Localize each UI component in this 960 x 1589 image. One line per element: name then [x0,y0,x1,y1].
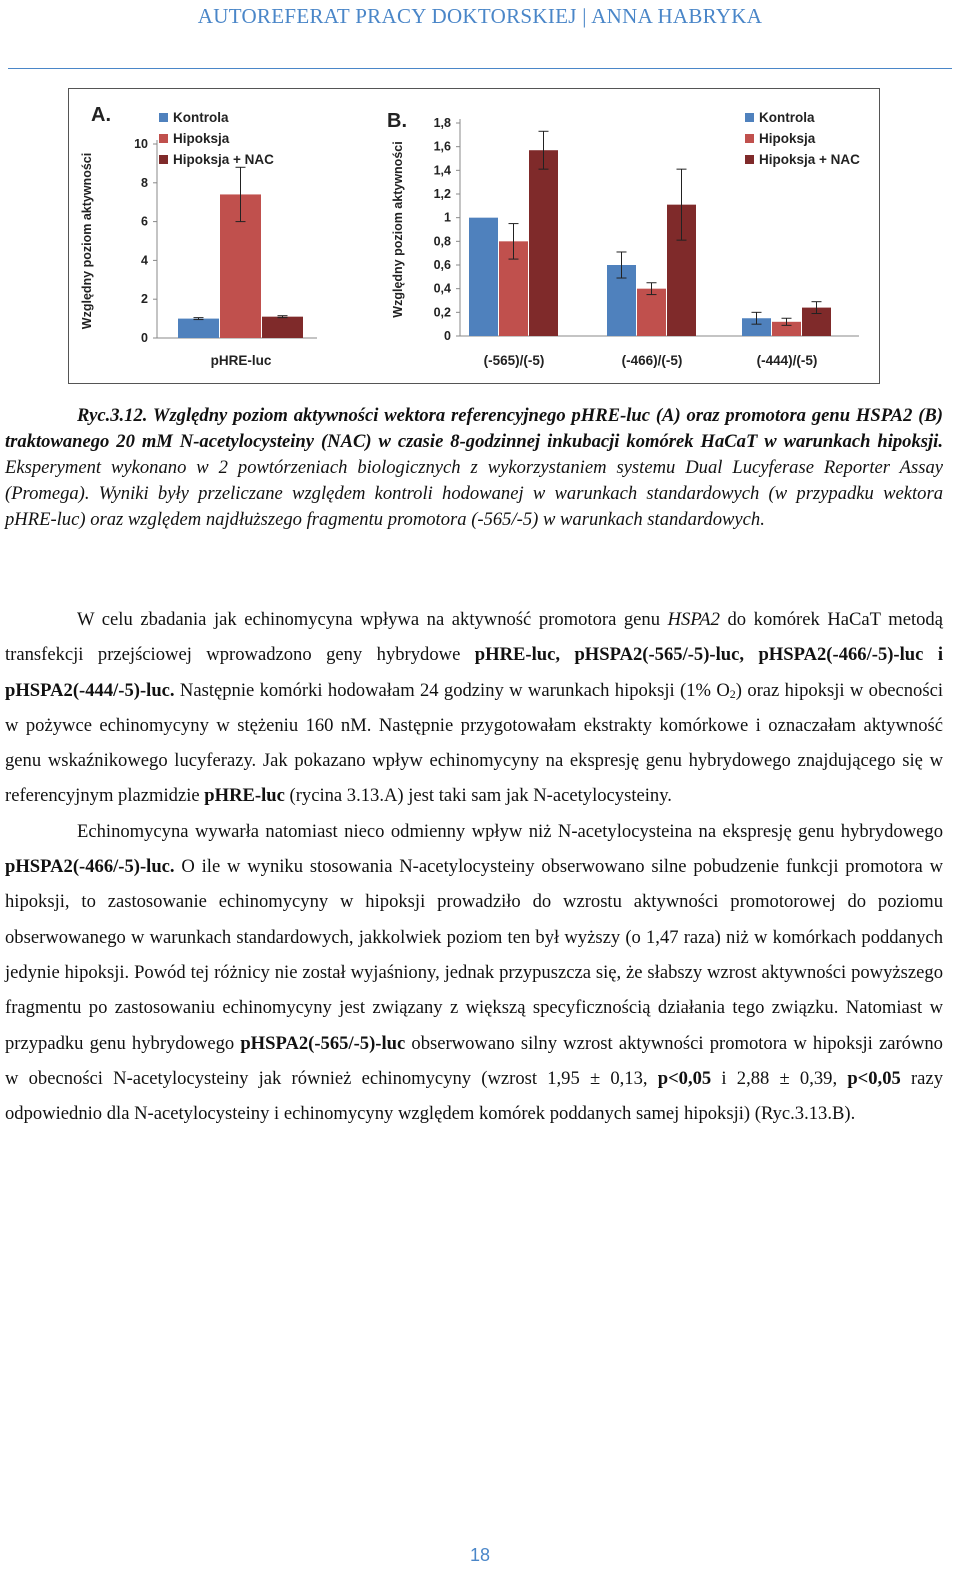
legend-label-1-1: Hipoksja [759,131,816,146]
p2-text-3: obserwowano silny wzrost aktywności promotora w hipoksji zarówno w obecności N-acetylocysteiny jak również echinomycyny (wzrost 1,95 ± 0,13, [5,1032,943,1089]
body-text [5,602,943,1131]
bar-1-0-0 [469,218,498,336]
y-tick-label: 4 [141,253,148,268]
p1-gene-name: HSPA2 [667,609,720,630]
p2-text-5: razy odpowiednio dla N-acetylocysteiny i echinomycyny względem komórek poddanych samej hipoksji) (Ryc.3.13.B). [5,1067,943,1125]
y-tick-label: 0,8 [433,234,451,249]
category-label-1-2: (-444)/(-5) [756,353,818,368]
legend-label-1-0: Kontrola [759,110,815,125]
y-tick-label: 1,8 [433,116,451,130]
p1-subscript: 2 [729,686,736,701]
category-label-1-1: (-466)/(-5) [621,353,683,368]
caption-rest: Eksperyment wykonano w 2 powtórzeniach biologicznych z wykorzystaniem systemu Dual Lucyferase Reporter Assay (Promega). Wyniki były przeliczane względem kontroli hodowanej w warunkach standardowych (w przypadku wektora pHRE-luc) oraz względem najdłuższego fragmentu promotora (-565/-5) w warunkach standardowych. [5,457,943,530]
panel-label-0: A. [91,104,111,126]
p1-text-2: do komórek HaCaT metodą transfekcji przejściowej wprowadzono geny hybrydowe [5,609,943,666]
p1-text-3: Następnie komórki hodowałam 24 godziny w warunkach hipoksji (1% O [174,679,730,701]
p1-constructs: pHRE-luc, pHSPA2(-565/-5)-luc, pHSPA2(-466/-5)-luc i pHSPA2(-444/-5)-luc. [5,644,943,701]
page-number: 18 [469,1545,491,1565]
p2-pvalue-1: p<0,05 [657,1067,712,1089]
p2-pvalue-2: p<0,05 [847,1067,901,1089]
paragraph-2 [5,814,943,1132]
y-axis-label-0: Względny poziom aktywności [80,152,94,330]
p2-construct-565: pHSPA2(-565/-5)-luc [240,1032,406,1054]
y-tick-label: 8 [141,175,148,190]
y-tick-label: 0,4 [433,281,451,296]
bar-0-0-2 [262,317,303,338]
y-axis-label-1: Względny poziom aktywności [391,141,405,318]
panel-label-1: B. [387,110,407,132]
p1-text-5: (rycina 3.13.A) jest taki sam jak N-acetylocysteiny. [284,785,672,807]
legend-swatch-1-1 [745,134,754,143]
caption-lead: Ryc.3.12. Względny poziom aktywności wektora referencyjnego pHRE-luc (A) oraz promotora genu HSPA2 (B) traktowanego 20 mM N-acetylocysteiny (NAC) w czasie 8-godzinnej inkubacji komórek HaCaT w warunkach hipoksji. [5,405,943,452]
y-tick-label: 10 [134,137,148,151]
category-label-0-0: pHRE-luc [210,353,272,368]
p2-text-4: i 2,88 ± 0,39, [711,1067,848,1089]
y-tick-label: 0 [141,331,148,345]
bar-0-0-0 [178,319,219,338]
bar-1-1-1 [637,289,666,336]
bar-1-0-2 [529,150,558,336]
y-tick-label: 2 [141,292,148,307]
legend-label-1-2: Hipoksja + NAC [759,152,860,167]
y-tick-label: 1,4 [433,163,451,178]
legend-swatch-0-0 [159,113,168,122]
header-rule [8,68,952,69]
legend-label-0-0: Kontrola [173,110,229,125]
p1-plasmid: pHRE-luc [204,785,285,807]
figure-charts [69,89,879,383]
p2-text-1: Echinomycyna wywarła natomiast nieco odmienny wpływ niż N-acetylocysteina na ekspresję genu hybrydowego [77,820,943,842]
p1-text-4: ) oraz hipoksji w obecności w pożywce echinomycyny w stężeniu 160 nM. Następnie przygotowałam ekstrakty komórkowe i oznaczałam aktywność genu wskaźnikowego lucyferazy. Jak pokazano wpływ echinomycyny na ekspresję genu hybrydowego znajdującego się w referencyjnym plazmidzie [5,679,943,807]
y-tick-label: 1 [444,210,451,225]
y-tick-label: 0,2 [433,305,451,320]
p2-text-2: O ile w wyniku stosowania N-acetylocysteiny obserwowano silne pobudzenie funkcji promotora w hipoksji, to zastosowanie echinomycyny w hipoksji prowadziło do wzrostu aktywności promotorowej do poziomu obserwowanego w warunkach standardowych, jakkolwiek poziom ten był wyższy (o 1,47 raza) niż w komórkach poddanych jedynie hipoksji. Powód tej różnicy nie został wyjaśniony, jednak przypuszcza się, że słabszy wzrost aktywności powyższego fragmentu po zastosowaniu echinomycyny jest związany z większą specyficznością działania tego związku. Natomiast w przypadku genu hybrydowego [5,856,943,1054]
y-tick-label: 0 [444,329,451,343]
paragraph-1 [5,602,943,814]
legend-swatch-1-0 [745,113,754,122]
y-tick-label: 6 [141,214,148,229]
y-tick-label: 1,6 [433,139,451,154]
running-header: AUTOREFERAT PRACY DOKTORSKIEJ | ANNA HABRYKA [197,4,763,28]
y-tick-label: 0,6 [433,258,451,272]
y-tick-label: 1,2 [433,187,451,201]
p2-construct-466: pHSPA2(-466/-5)-luc. [5,856,175,878]
legend-swatch-0-1 [159,134,168,143]
figure-panel [68,88,880,384]
legend-swatch-0-2 [159,155,168,164]
legend-label-0-1: Hipoksja [173,131,230,146]
legend-swatch-1-2 [745,155,754,164]
p1-text-1: W celu zbadania jak echinomycyna wpływa na aktywność promotora genu [77,609,668,630]
category-label-1-0: (-565)/(-5) [483,353,545,368]
figure-caption [5,403,943,533]
legend-label-0-2: Hipoksja + NAC [173,152,274,167]
